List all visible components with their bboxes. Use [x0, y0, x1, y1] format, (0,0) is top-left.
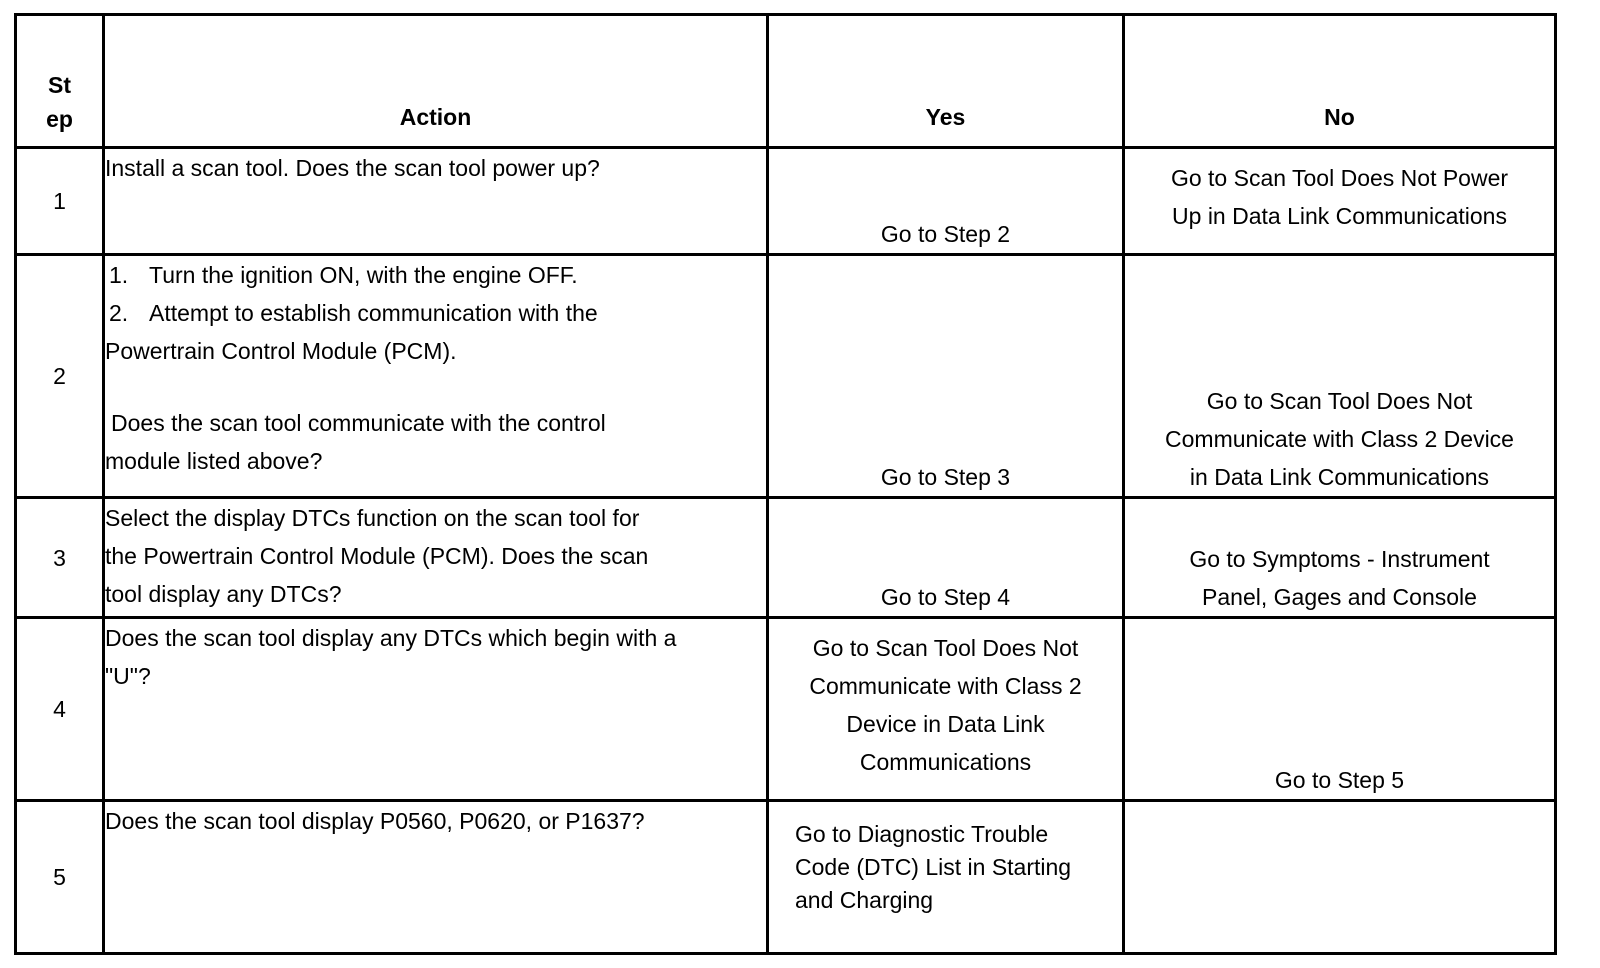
- action-text: Does the scan tool display P0560, P0620, or P1637?: [104, 801, 768, 954]
- step-number: 4: [16, 618, 104, 801]
- no-line: Up in Data Link Communications: [1172, 203, 1507, 229]
- action-text: [104, 618, 768, 801]
- action-text: Install a scan tool. Does the scan tool power up?: [104, 148, 768, 255]
- action-step-continuation: Powertrain Control Module (PCM).: [105, 338, 457, 364]
- action-text: [104, 498, 768, 618]
- yes-result: [768, 801, 1124, 954]
- step-number: 1: [16, 148, 104, 255]
- action-question: module listed above?: [105, 448, 323, 474]
- header-step-line-2: ep: [46, 106, 73, 132]
- action-step-text: Attempt to establish communication with the: [149, 300, 598, 326]
- no-result: [1124, 148, 1556, 255]
- yes-line: Go to Scan Tool Does Not: [812, 635, 1079, 661]
- step-number: 5: [16, 801, 104, 954]
- header-action: Action: [104, 15, 768, 148]
- action-step-item: [105, 294, 766, 332]
- action-step-item: [105, 256, 766, 294]
- action-line: tool display any DTCs?: [105, 581, 342, 607]
- table-header-row: [16, 15, 1556, 148]
- action-question: Does the scan tool communicate with the control: [111, 410, 606, 436]
- no-line: Panel, Gages and Console: [1202, 584, 1477, 610]
- no-result: Go to Step 5: [1124, 618, 1556, 801]
- step-number: 2: [16, 255, 104, 498]
- step-number: 3: [16, 498, 104, 618]
- action-text: [104, 255, 768, 498]
- yes-result: Go to Step 2: [768, 148, 1124, 255]
- yes-result: Go to Step 3: [768, 255, 1124, 498]
- yes-line: Device in Data Link: [846, 711, 1045, 737]
- header-yes: Yes: [768, 15, 1124, 148]
- yes-line: Communicate with Class 2: [809, 673, 1082, 699]
- yes-line: Code (DTC) List in Starting: [795, 854, 1072, 880]
- table-row: [16, 618, 1556, 801]
- yes-line: and Charging: [795, 887, 934, 913]
- no-line: Communicate with Class 2 Device: [1165, 426, 1514, 452]
- action-line: Does the scan tool display any DTCs which begin with a: [105, 625, 677, 651]
- header-no: No: [1124, 15, 1556, 148]
- action-line: the Powertrain Control Module (PCM). Does the scan: [105, 543, 649, 569]
- diagnostic-table: [14, 13, 1557, 955]
- header-step-line-1: St: [48, 72, 71, 98]
- action-line: "U"?: [105, 663, 151, 689]
- table-row: [16, 255, 1556, 498]
- table-row: [16, 801, 1556, 954]
- yes-line: Communications: [859, 749, 1032, 775]
- table-row: [16, 148, 1556, 255]
- no-line: in Data Link Communications: [1189, 464, 1490, 490]
- action-step-number: 1.: [109, 262, 129, 288]
- no-result: [1124, 498, 1556, 618]
- no-line: Go to Scan Tool Does Not: [1206, 388, 1473, 414]
- action-step-text: Turn the ignition ON, with the engine OFF.: [149, 262, 578, 288]
- no-result: [1124, 801, 1556, 954]
- yes-result: Go to Step 4: [768, 498, 1124, 618]
- action-line: Select the display DTCs function on the scan tool for: [105, 505, 640, 531]
- no-line: Go to Symptoms - Instrument: [1189, 546, 1490, 572]
- no-line: Go to Scan Tool Does Not Power: [1170, 165, 1509, 191]
- header-step: [16, 15, 104, 148]
- table-row: [16, 498, 1556, 618]
- action-step-number: 2.: [109, 300, 129, 326]
- spacer: [105, 370, 766, 404]
- yes-line: Go to Diagnostic Trouble: [795, 821, 1049, 847]
- yes-result: [768, 618, 1124, 801]
- no-result: [1124, 255, 1556, 498]
